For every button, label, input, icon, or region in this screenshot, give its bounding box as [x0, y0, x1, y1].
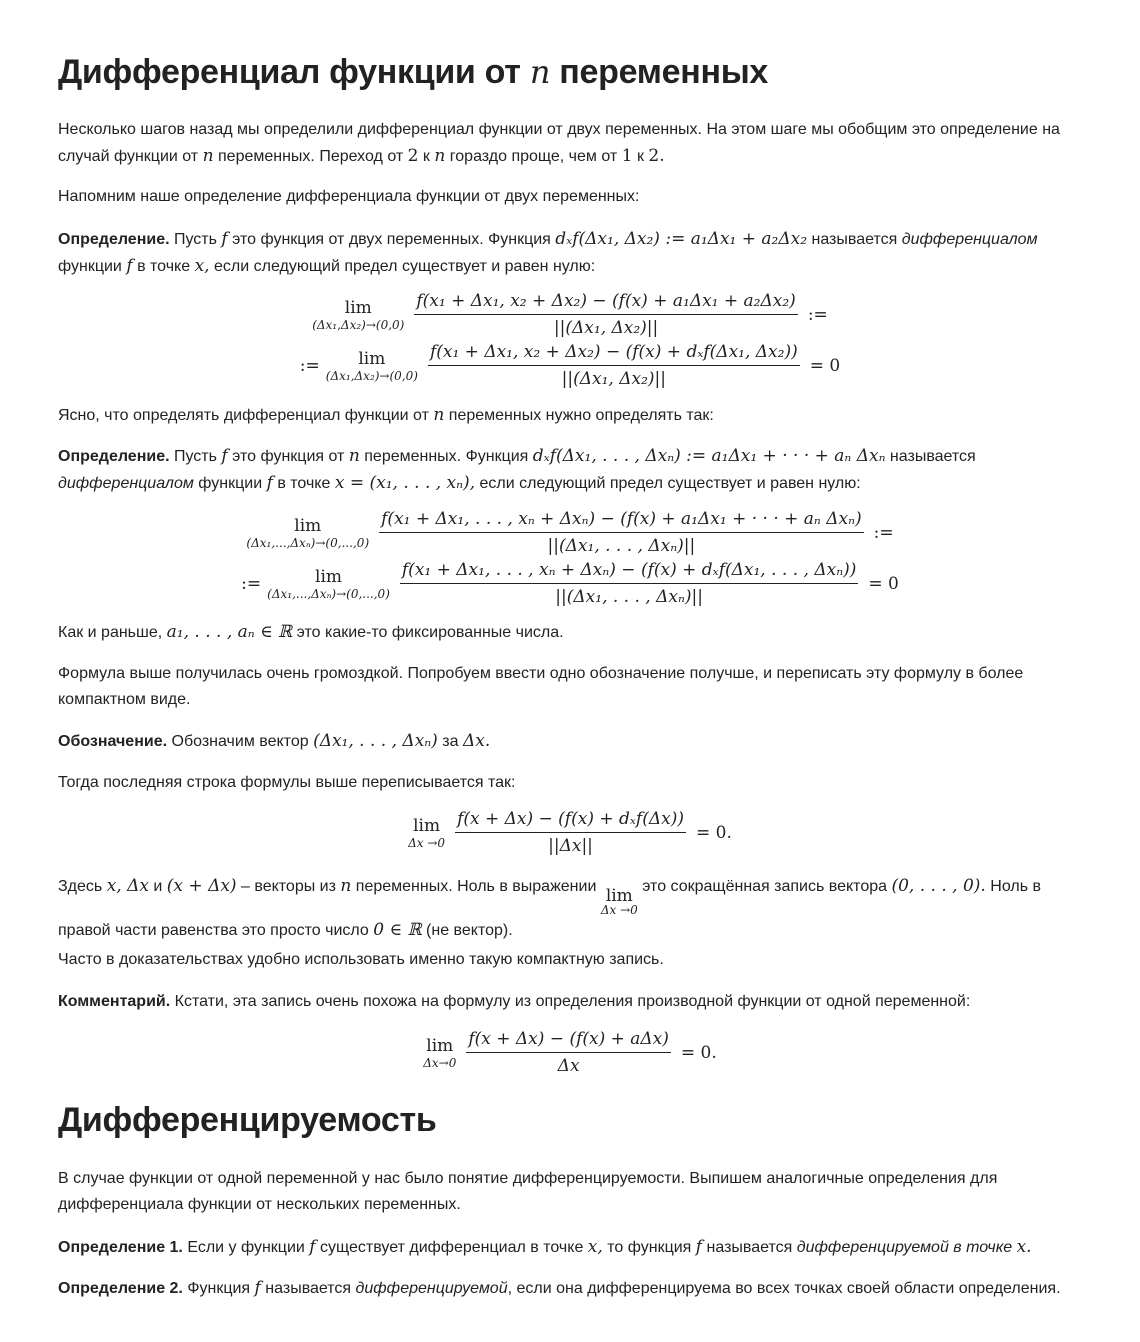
bulky-formula-paragraph: Формула выше получилась очень громоздкой. Попробуем ввести одно обозначение получше, и переписать эту формулу в более компактном виде. — [58, 665, 1024, 708]
limit-operator: lim Δx→0 — [423, 1035, 457, 1070]
formula-row: := lim (Δx₁,...,Δxₙ)→(0,...,0) f(x₁ + Δx₁, . . . , xₙ + Δxₙ) − (f(x) + dₓf(Δx₁, . . . , Δxₙ)) ||(Δx₁, . . . , Δxₙ)|| = 0 — [241, 560, 899, 607]
formula-limit-n-variables — [0, 508, 1140, 608]
fraction: f(x₁ + Δx₁, . . . , xₙ + Δxₙ) − (f(x) + dₓf(Δx₁, . . . , Δxₙ)) ||(Δx₁, . . . , Δxₙ)|| — [401, 560, 857, 607]
notation-paragraph: Обозначение. Обозначим вектор (Δx₁, . . . , Δxₙ) за Δx. — [58, 731, 491, 751]
fraction: $\frac{\text{f(x + Δx) − (f(x) + dₓf(Δx))}}{||\Delta x||}$ — [457, 809, 684, 856]
definition-2: Определение 2. Функция f называется дифференцируемой, если она дифференцируема во всех точках своей области определения. — [58, 1278, 1061, 1298]
definition-two-variables: Определение. Пусть f это функция от двух переменных. Функция dₓf(Δx₁, Δx₂) := a₁Δx₁ + a₂Δx₂ называется дифференциалом функции f в точке x, если следующий предел существует и равен нулю: — [58, 229, 1038, 276]
limit-operator: lim Δx →0 — [408, 815, 446, 850]
limit-operator: lim (Δx₁,...,Δxₙ)→(0,...,0) — [267, 566, 390, 601]
intro-paragraph: Несколько шагов назад мы определили дифференциал функции от двух переменных. На этом шаге мы обобщим это определение на случай функции от n переменных. Переход от 2 к n гораздо проще, чем от 1 к 2. — [58, 121, 1060, 166]
differentiability-intro-paragraph: В случае функции от одной переменной у нас было понятие дифференцируемости. Выпишем аналогичные определения для дифференциала функции от нескольких переменных. — [58, 1170, 998, 1213]
formula-row: lim Δx→0 $\frac{\text{f(x + Δx) − (f(x) + aΔx)}}{\Delta x}$ = 0. — [423, 1029, 717, 1076]
fraction: $\frac{\text{f(x₁ + Δx₁, x₂ + Δx₂) − (f(x) + a₁Δx₁ + a₂Δx₂)}}{\text{||(Δx₁, Δx₂)||}}$ — [416, 291, 796, 338]
comment-paragraph: Комментарий. Кстати, эта запись очень похожа на формулу из определения производной функции от одной переменной: — [58, 993, 971, 1010]
formula-limit-two-variables — [0, 290, 1140, 390]
vectors-explanation-paragraph: Здесь x, Δx и (x + Δx) – векторы из n переменных. Ноль в выражении lim Δx →0 это сокращённая запись вектора (0, . . . , 0). Ноль в правой части равенства это просто число 0 ∈ ℝ (не вектор). — [58, 876, 1041, 940]
inline-limit: lim Δx →0 — [600, 886, 638, 917]
transition-paragraph: Ясно, что определять дифференциал функции от n переменных нужно определять так: — [58, 405, 714, 425]
formula-derivative-limit — [0, 1028, 1140, 1077]
limit-operator: lim (Δx₁,Δx₂)→(0,0) — [325, 348, 418, 383]
section-title-differentiability: Дифференцируемость — [58, 1101, 437, 1139]
fraction: $\frac{\text{f(x + Δx) − (f(x) + aΔx)}}{\Delta x}$ — [468, 1029, 669, 1076]
section-title-differential: Дифференциал функции от n переменных — [58, 53, 769, 91]
limit-operator: lim (Δx₁,...,Δxₙ)→(0,...,0) — [246, 515, 370, 550]
formula-row: lim (Δx₁,Δx₂)→(0,0) $\frac{\text{f(x₁ + Δx₁, x₂ + Δx₂) − (f(x) + a₁Δx₁ + a₂Δx₂)}}{\text{||(Δx₁, Δx₂)||}}$ := — [312, 291, 828, 338]
recall-paragraph: Напомним наше определение дифференциала функции от двух переменных: — [58, 188, 640, 205]
rewrite-paragraph: Тогда последняя строка формулы выше переписывается так: — [58, 774, 516, 791]
fraction: f(x₁ + Δx₁, . . . , xₙ + Δxₙ) − (f(x) + a₁Δx₁ + · · · + aₙ Δxₙ) ||(Δx₁, . . . , Δxₙ)|| — [381, 509, 862, 556]
formula-row: := lim (Δx₁,Δx₂)→(0,0) $\frac{\text{f(x₁ + Δx₁, x₂ + Δx₂) − (f(x) + dₓf(Δx₁, Δx₂))}}{\text{||(Δx₁, Δx₂)||}}$ = 0 — [299, 342, 841, 389]
definition-n-variables: Определение. Пусть f это функция от n переменных. Функция dₓf(Δx₁, . . . , Δxₙ) := a₁Δx₁ + · · · + aₙ Δxₙ называется дифференциалом функции f в точке x = (x₁, . . . , xₙ), если следующий предел существует и равен нулю: — [58, 446, 976, 493]
coefficients-paragraph: Как и раньше, a₁, . . . , aₙ ∈ ℝ это какие-то фиксированные числа. — [58, 622, 564, 642]
fraction: $\frac{\text{f(x₁ + Δx₁, x₂ + Δx₂) − (f(x) + dₓf(Δx₁, Δx₂))}}{\text{||(Δx₁, Δx₂)||}}$ — [429, 342, 798, 389]
formula-compact-limit — [0, 808, 1140, 857]
formula-row: lim Δx →0 $\frac{\text{f(x + Δx) − (f(x) + dₓf(Δx))}}{||\Delta x||}$ = 0. — [408, 809, 732, 856]
formula-row: lim (Δx₁,...,Δxₙ)→(0,...,0) f(x₁ + Δx₁, . . . , xₙ + Δxₙ) − (f(x) + a₁Δx₁ + · · · + aₙ Δxₙ) ||(Δx₁, . . . , Δxₙ)|| := — [246, 509, 894, 556]
limit-operator: lim (Δx₁,Δx₂)→(0,0) — [312, 297, 405, 332]
definition-1: Определение 1. Если у функции f существует дифференциал в точке x, то функция f называется дифференцируемой в точке x. — [58, 1237, 1032, 1257]
compact-usage-paragraph: Часто в доказательствах удобно использовать именно такую компактную запись. — [58, 951, 664, 968]
